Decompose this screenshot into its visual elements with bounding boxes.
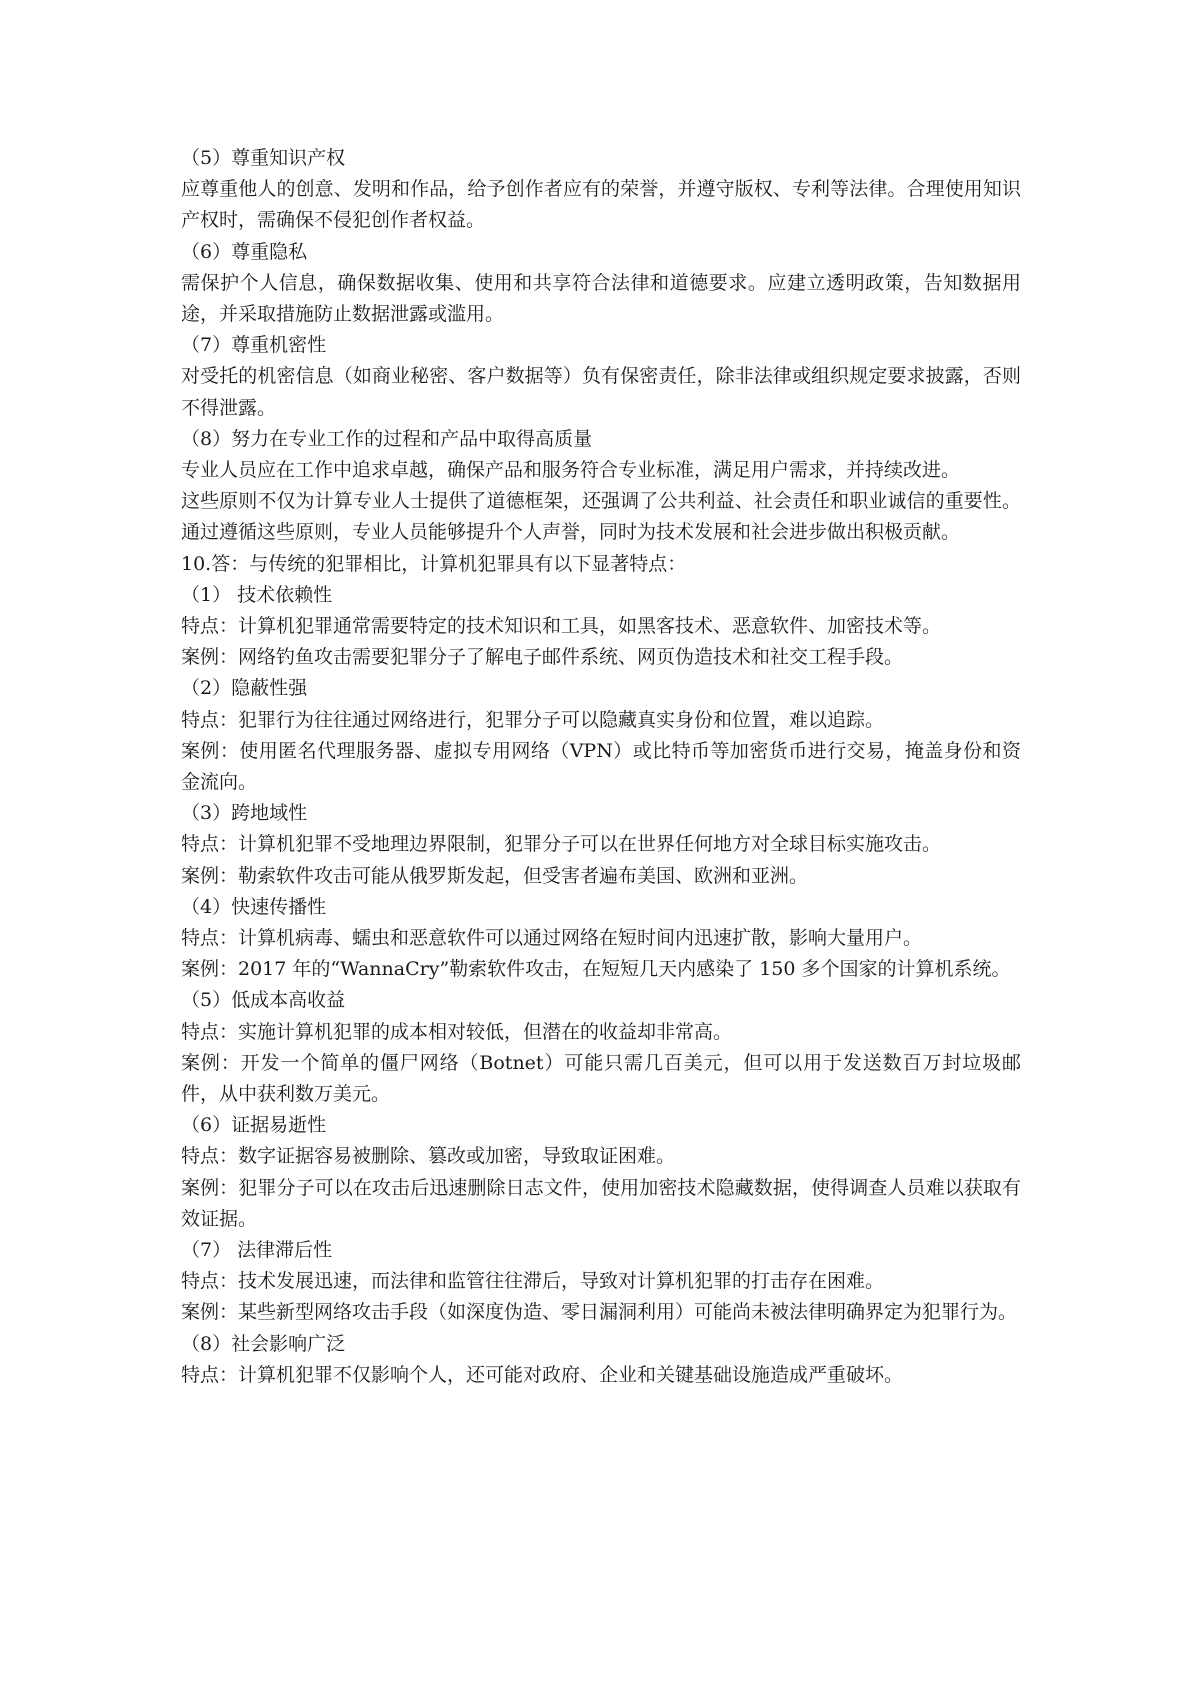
section-heading: （8）努力在专业工作的过程和产品中取得高质量 — [181, 427, 593, 450]
paragraph: 专业人员应在工作中追求卓越，确保产品和服务符合专业标准，满足用户需求，并持续改进。 — [181, 458, 961, 481]
section-heading: （6）尊重隐私 — [181, 240, 308, 263]
case-text: 案例：某些新型网络攻击手段（如深度伪造、零日漏洞利用）可能尚未被法律明确界定为犯罪行为。 — [181, 1301, 1018, 1324]
document-page — [181, 143, 1021, 1391]
section-heading: （6）证据易逝性 — [181, 1114, 327, 1137]
paragraph: 应尊重他人的创意、发明和作品，给予创作者应有的荣誉，并遵守版权、专利等法律。合理使用知识产权时，需确保不侵犯创作者权益。 — [181, 178, 1021, 232]
section-heading: （3）跨地域性 — [181, 802, 308, 825]
feature-text: 特点：计算机犯罪不仅影响个人，还可能对政府、企业和关键基础设施造成严重破坏。 — [181, 1363, 904, 1386]
case-text: 案例：开发一个简单的僵尸网络（Botnet）可能只需几百美元，但可以用于发送数百万封垃圾邮件，从中获利数万美元。 — [181, 1051, 1021, 1105]
case-text: 案例：犯罪分子可以在攻击后迅速删除日志文件，使用加密技术隐藏数据，使得调查人员难以获取有效证据。 — [181, 1176, 1021, 1230]
case-text: 案例：网络钓鱼攻击需要犯罪分子了解电子邮件系统、网页伪造技术和社交工程手段。 — [181, 646, 904, 669]
paragraph: 这些原则不仅为计算专业人士提供了道德框架，还强调了公共利益、社会责任和职业诚信的重要性。通过遵循这些原则，专业人员能够提升个人声誉，同时为技术发展和社会进步做出积极贡献。 — [181, 490, 1021, 544]
case-text: 案例：勒索软件攻击可能从俄罗斯发起，但受害者遍布美国、欧洲和亚洲。 — [181, 864, 809, 887]
section-heading: （4）快速传播性 — [181, 895, 327, 918]
answer-intro: 10.答：与传统的犯罪相比，计算机犯罪具有以下显著特点： — [181, 552, 687, 575]
section-heading: （5）尊重知识产权 — [181, 147, 346, 169]
feature-text: 特点：数字证据容易被删除、篡改或加密，导致取证困难。 — [181, 1145, 676, 1168]
section-heading: （8）社会影响广泛 — [181, 1332, 346, 1355]
paragraph: 对受托的机密信息（如商业秘密、客户数据等）负有保密责任，除非法律或组织规定要求披露，否则不得泄露。 — [181, 365, 1021, 419]
case-text: 案例：使用匿名代理服务器、虚拟专用网络（VPN）或比特币等加密货币进行交易，掩盖身份和资金流向。 — [181, 739, 1021, 793]
feature-text: 特点：计算机犯罪不受地理边界限制，犯罪分子可以在世界任何地方对全球目标实施攻击。 — [181, 833, 942, 856]
case-text: 案例：2017 年的“WannaCry”勒索软件攻击，在短短几天内感染了 150 多个国家的计算机系统。 — [181, 958, 1011, 981]
section-heading: （7）尊重机密性 — [181, 334, 327, 357]
section-heading: （7） 法律滞后性 — [181, 1238, 333, 1261]
feature-text: 特点：犯罪行为往往通过网络进行，犯罪分子可以隐藏真实身份和位置，难以追踪。 — [181, 708, 885, 731]
section-heading: （5）低成本高收益 — [181, 989, 346, 1012]
feature-text: 特点：实施计算机犯罪的成本相对较低，但潜在的收益却非常高。 — [181, 1020, 733, 1043]
feature-text: 特点：计算机犯罪通常需要特定的技术知识和工具，如黑客技术、恶意软件、加密技术等。 — [181, 614, 942, 637]
paragraph: 需保护个人信息，确保数据收集、使用和共享符合法律和道德要求。应建立透明政策，告知数据用途，并采取措施防止数据泄露或滥用。 — [181, 271, 1021, 325]
feature-text: 特点：计算机病毒、蠕虫和恶意软件可以通过网络在短时间内迅速扩散，影响大量用户。 — [181, 926, 923, 949]
section-heading: （2）隐蔽性强 — [181, 677, 308, 700]
feature-text: 特点：技术发展迅速，而法律和监管往往滞后，导致对计算机犯罪的打击存在困难。 — [181, 1270, 885, 1293]
section-heading: （1） 技术依赖性 — [181, 583, 333, 606]
